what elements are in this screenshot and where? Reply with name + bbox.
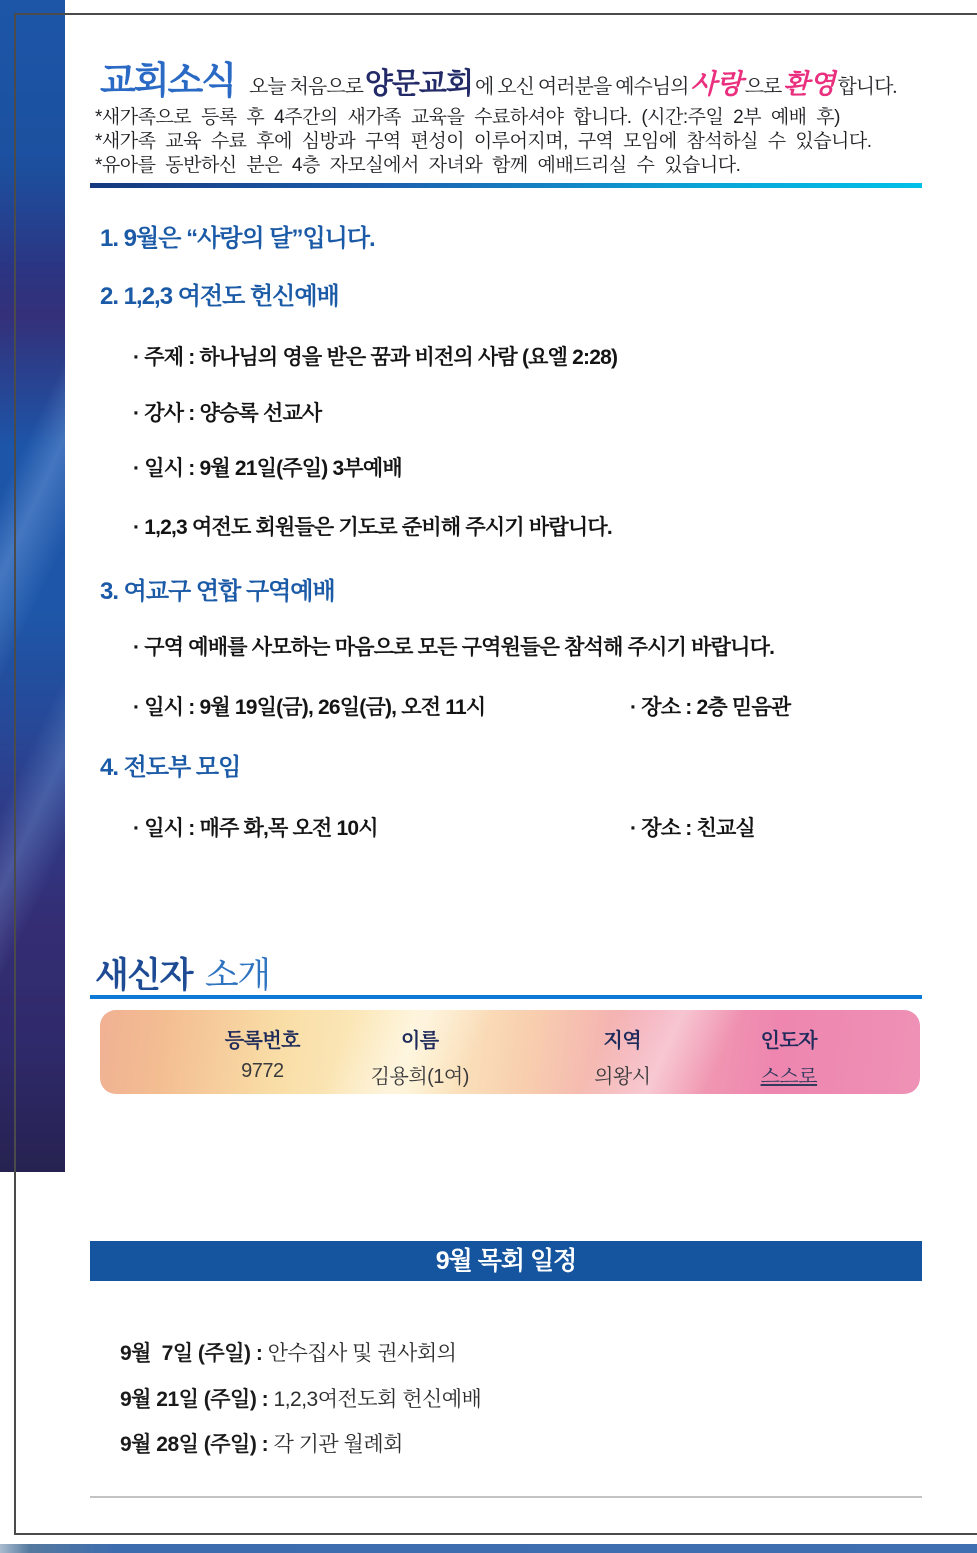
announcement-4-heading: 4. 전도부 모임: [100, 754, 241, 781]
newcomer-title-bold: 새신자: [95, 956, 192, 995]
newcomer-inviter: 스스로: [760, 1066, 818, 1088]
schedule-separator: :: [250, 1342, 268, 1365]
schedule-banner: 9월 목회 일정: [90, 1241, 922, 1281]
welcome-text-3: 으로: [744, 76, 782, 98]
welcome-text-1: 오늘 처음으로: [248, 76, 363, 98]
schedule-separator: :: [256, 1388, 274, 1411]
newcomer-name: 김용희(1여): [370, 1066, 469, 1088]
newcomer-title-underline: [90, 995, 922, 999]
announcement-1-heading: 1. 9월은 “사랑의 달”입니다.: [100, 225, 375, 252]
schedule-desc: 각 기관 월례회: [273, 1433, 403, 1456]
newcomer-col-name: 이름: [400, 1030, 439, 1052]
schedule-date: 9월 7일 (주일): [120, 1342, 251, 1365]
announcement-3-heading: 3. 여교구 연합 구역예배: [100, 578, 335, 605]
announcement-3-datetime: · 일시 : 9월 19일(금), 26일(금), 오전 11시: [133, 696, 486, 719]
announcement-3-place: · 장소 : 2층 믿음관: [630, 696, 791, 719]
newcomer-col-inviter: 인도자: [760, 1030, 818, 1052]
welcome-script-word: 환영: [783, 69, 836, 99]
newcomer-regno: 9772: [241, 1060, 284, 1082]
schedule-row: [120, 1383, 481, 1413]
newcomer-notes: [95, 106, 940, 178]
schedule-date: 9월 28일 (주일): [120, 1433, 257, 1456]
welcome-text-4: 합니다.: [837, 76, 897, 98]
bottom-accent-bar: [0, 1544, 977, 1553]
announcement-3-attend: · 구역 예배를 사모하는 마음으로 모든 구역원들은 참석해 주시기 바랍니다.: [133, 636, 775, 659]
page-title: 교회소식: [100, 60, 235, 101]
schedule-desc: 안수집사 및 권사회의: [267, 1342, 457, 1365]
note-line: *새가족으로 등록 후 4주간의 새가족 교육을 수료하셔야 합니다. (시간:주일 2부 예배 후): [95, 107, 840, 128]
note-line: *유아를 동반하신 분은 4층 자모실에서 자녀와 함께 예배드리실 수 있습니다.: [95, 155, 741, 176]
schedule-desc: 1,2,3여전도회 헌신예배: [273, 1388, 482, 1411]
announcement-2-speaker: · 강사 : 양승록 선교사: [133, 402, 322, 425]
announcement-2-theme: · 주제 : 하나님의 영을 받은 꿈과 비전의 사람 (요엘 2:28): [133, 346, 618, 369]
header-divider-line: [90, 183, 922, 188]
newcomer-table: [100, 1010, 920, 1094]
newcomer-col-regno: 등록번호: [224, 1030, 300, 1052]
newcomer-col-region: 지역: [603, 1030, 642, 1052]
footer-separator-line: [90, 1496, 922, 1498]
newcomer-region: 의왕시: [594, 1066, 651, 1088]
header: [100, 50, 940, 104]
schedule-row: [120, 1428, 403, 1458]
love-script-word: 사랑: [690, 69, 743, 99]
schedule-date: 9월 21일 (주일): [120, 1388, 257, 1411]
church-name: 양문교회: [364, 68, 473, 100]
schedule-separator: :: [256, 1433, 274, 1456]
announcement-4-datetime: · 일시 : 매주 화,목 오전 10시: [133, 817, 378, 840]
welcome-text-2: 에 오신 여러분을 예수님의: [474, 76, 689, 98]
schedule-row: [120, 1337, 456, 1367]
announcement-2-heading: 2. 1,2,3 여전도 헌신예배: [100, 283, 339, 310]
newcomer-title-light: 소개: [204, 956, 270, 995]
announcement-2-prayer: · 1,2,3 여전도 회원들은 기도로 준비해 주시기 바랍니다.: [133, 516, 612, 539]
announcement-2-datetime: · 일시 : 9월 21일(주일) 3부예배: [133, 457, 402, 480]
newcomer-section-title: [95, 948, 270, 998]
note-line: *새가족 교육 수료 후에 심방과 구역 편성이 이루어지며, 구역 모임에 참석하실 수 있습니다.: [95, 131, 872, 152]
announcement-4-place: · 장소 : 친교실: [630, 817, 755, 840]
